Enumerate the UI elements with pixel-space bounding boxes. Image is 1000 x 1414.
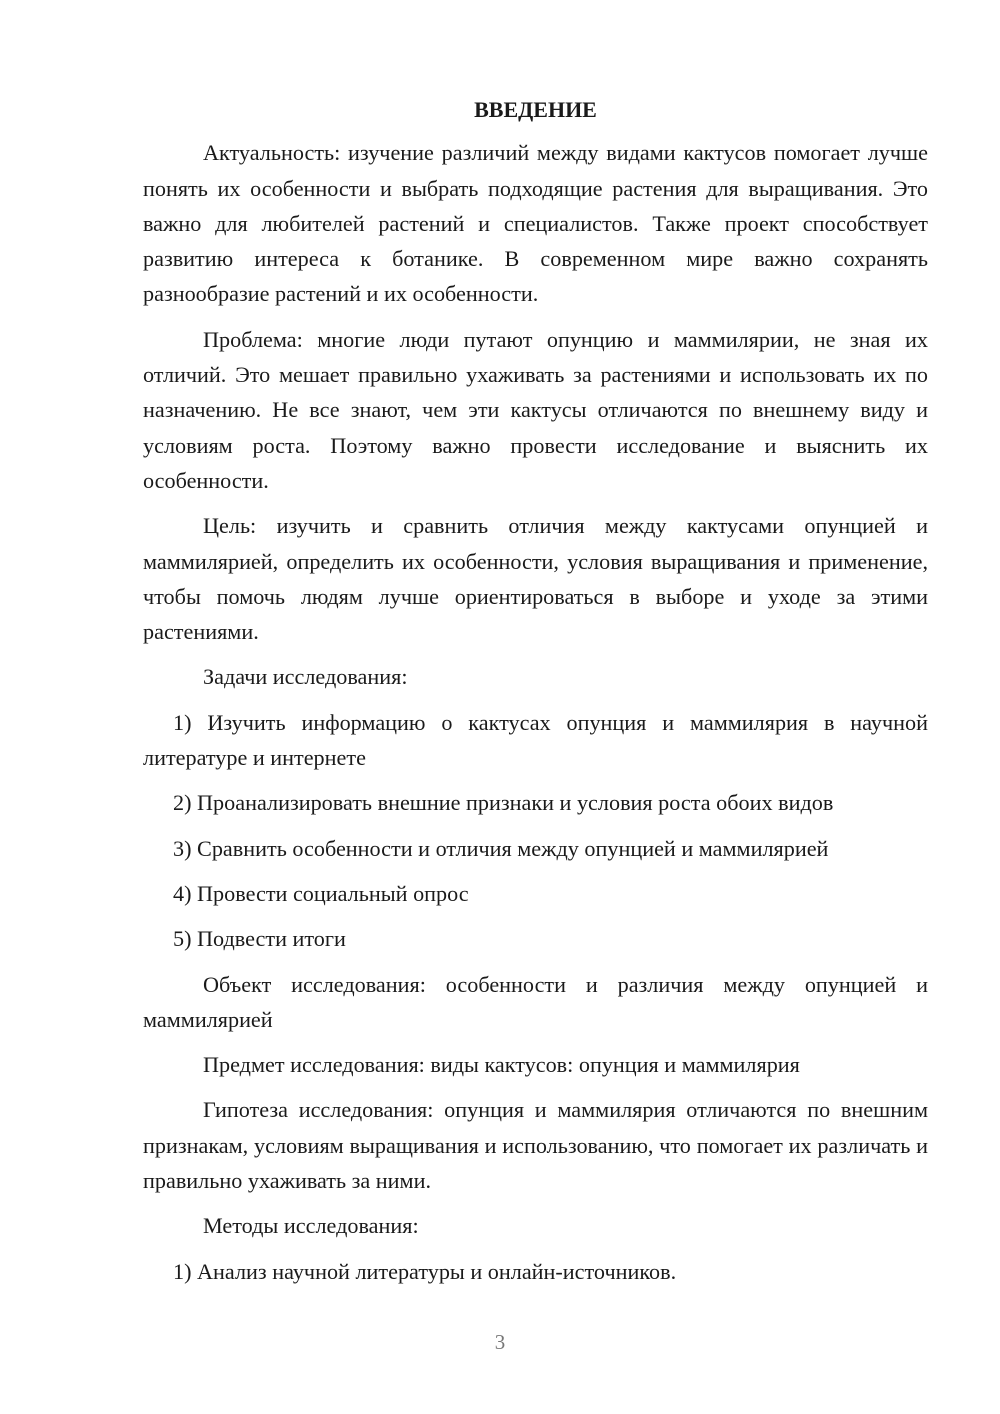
- tasks-heading: Задачи исследования:: [203, 664, 408, 690]
- page-number: 3: [494, 1330, 506, 1354]
- document-page: [143, 92, 928, 1299]
- hypothesis-paragraph: Гипотеза исследования: опунция и маммилярия отличаются по внешним признакам, условиям выращивания и использованию, что помогает их различать и правильно ухаживать за ними.: [143, 1097, 928, 1194]
- list-item: 1) Изучить информацию о кактусах опунция и маммилярия в научной литературе и интернете: [143, 709, 928, 771]
- methods-heading: Методы исследования:: [203, 1213, 419, 1239]
- list-item: 2) Проанализировать внешние признаки и условия роста обоих видов: [173, 790, 834, 816]
- page-title: ВВЕДЕНИЕ: [474, 97, 597, 122]
- list-item: 3) Сравнить особенности и отличия между опунцией и маммилярией: [173, 835, 829, 861]
- methods-list: [143, 1254, 928, 1289]
- list-item: 4) Провести социальный опрос: [173, 880, 469, 906]
- list-item: 5) Подвести итоги: [173, 926, 346, 952]
- goal-paragraph: Цель: изучить и сравнить отличия между кактусами опунцией и маммилярией, определить их особенности, условия выращивания и применение, чтобы помочь людям лучше ориентироваться в выборе и уходе за этими растениями.: [143, 513, 928, 645]
- problem-paragraph: Проблема: многие люди путают опунцию и маммилярии, не зная их отличий. Это мешает правильно ухаживать за растениями и использовать их по назначению. Не все знают, чем эти кактусы отличаются по внешнему виду и условиям роста. Поэтому важно провести исследование и выяснить их особенности.: [143, 326, 928, 493]
- subject-paragraph: Предмет исследования: виды кактусов: опунция и маммилярия: [203, 1052, 800, 1078]
- relevance-paragraph: Актуальность: изучение различий между видами кактусов помогает лучше понять их особенности и выбрать подходящие растения для выращивания. Это важно для любителей растений и специалистов. Также проект способствует развитию интереса к ботанике. В современном мире важно сохранять разнообразие растений и их особенности.: [143, 140, 928, 307]
- list-item: 1) Анализ научной литературы и онлайн-источников.: [173, 1258, 677, 1284]
- object-paragraph: Объект исследования: особенности и различия между опунцией и маммилярией: [143, 971, 928, 1032]
- tasks-list: [143, 705, 928, 957]
